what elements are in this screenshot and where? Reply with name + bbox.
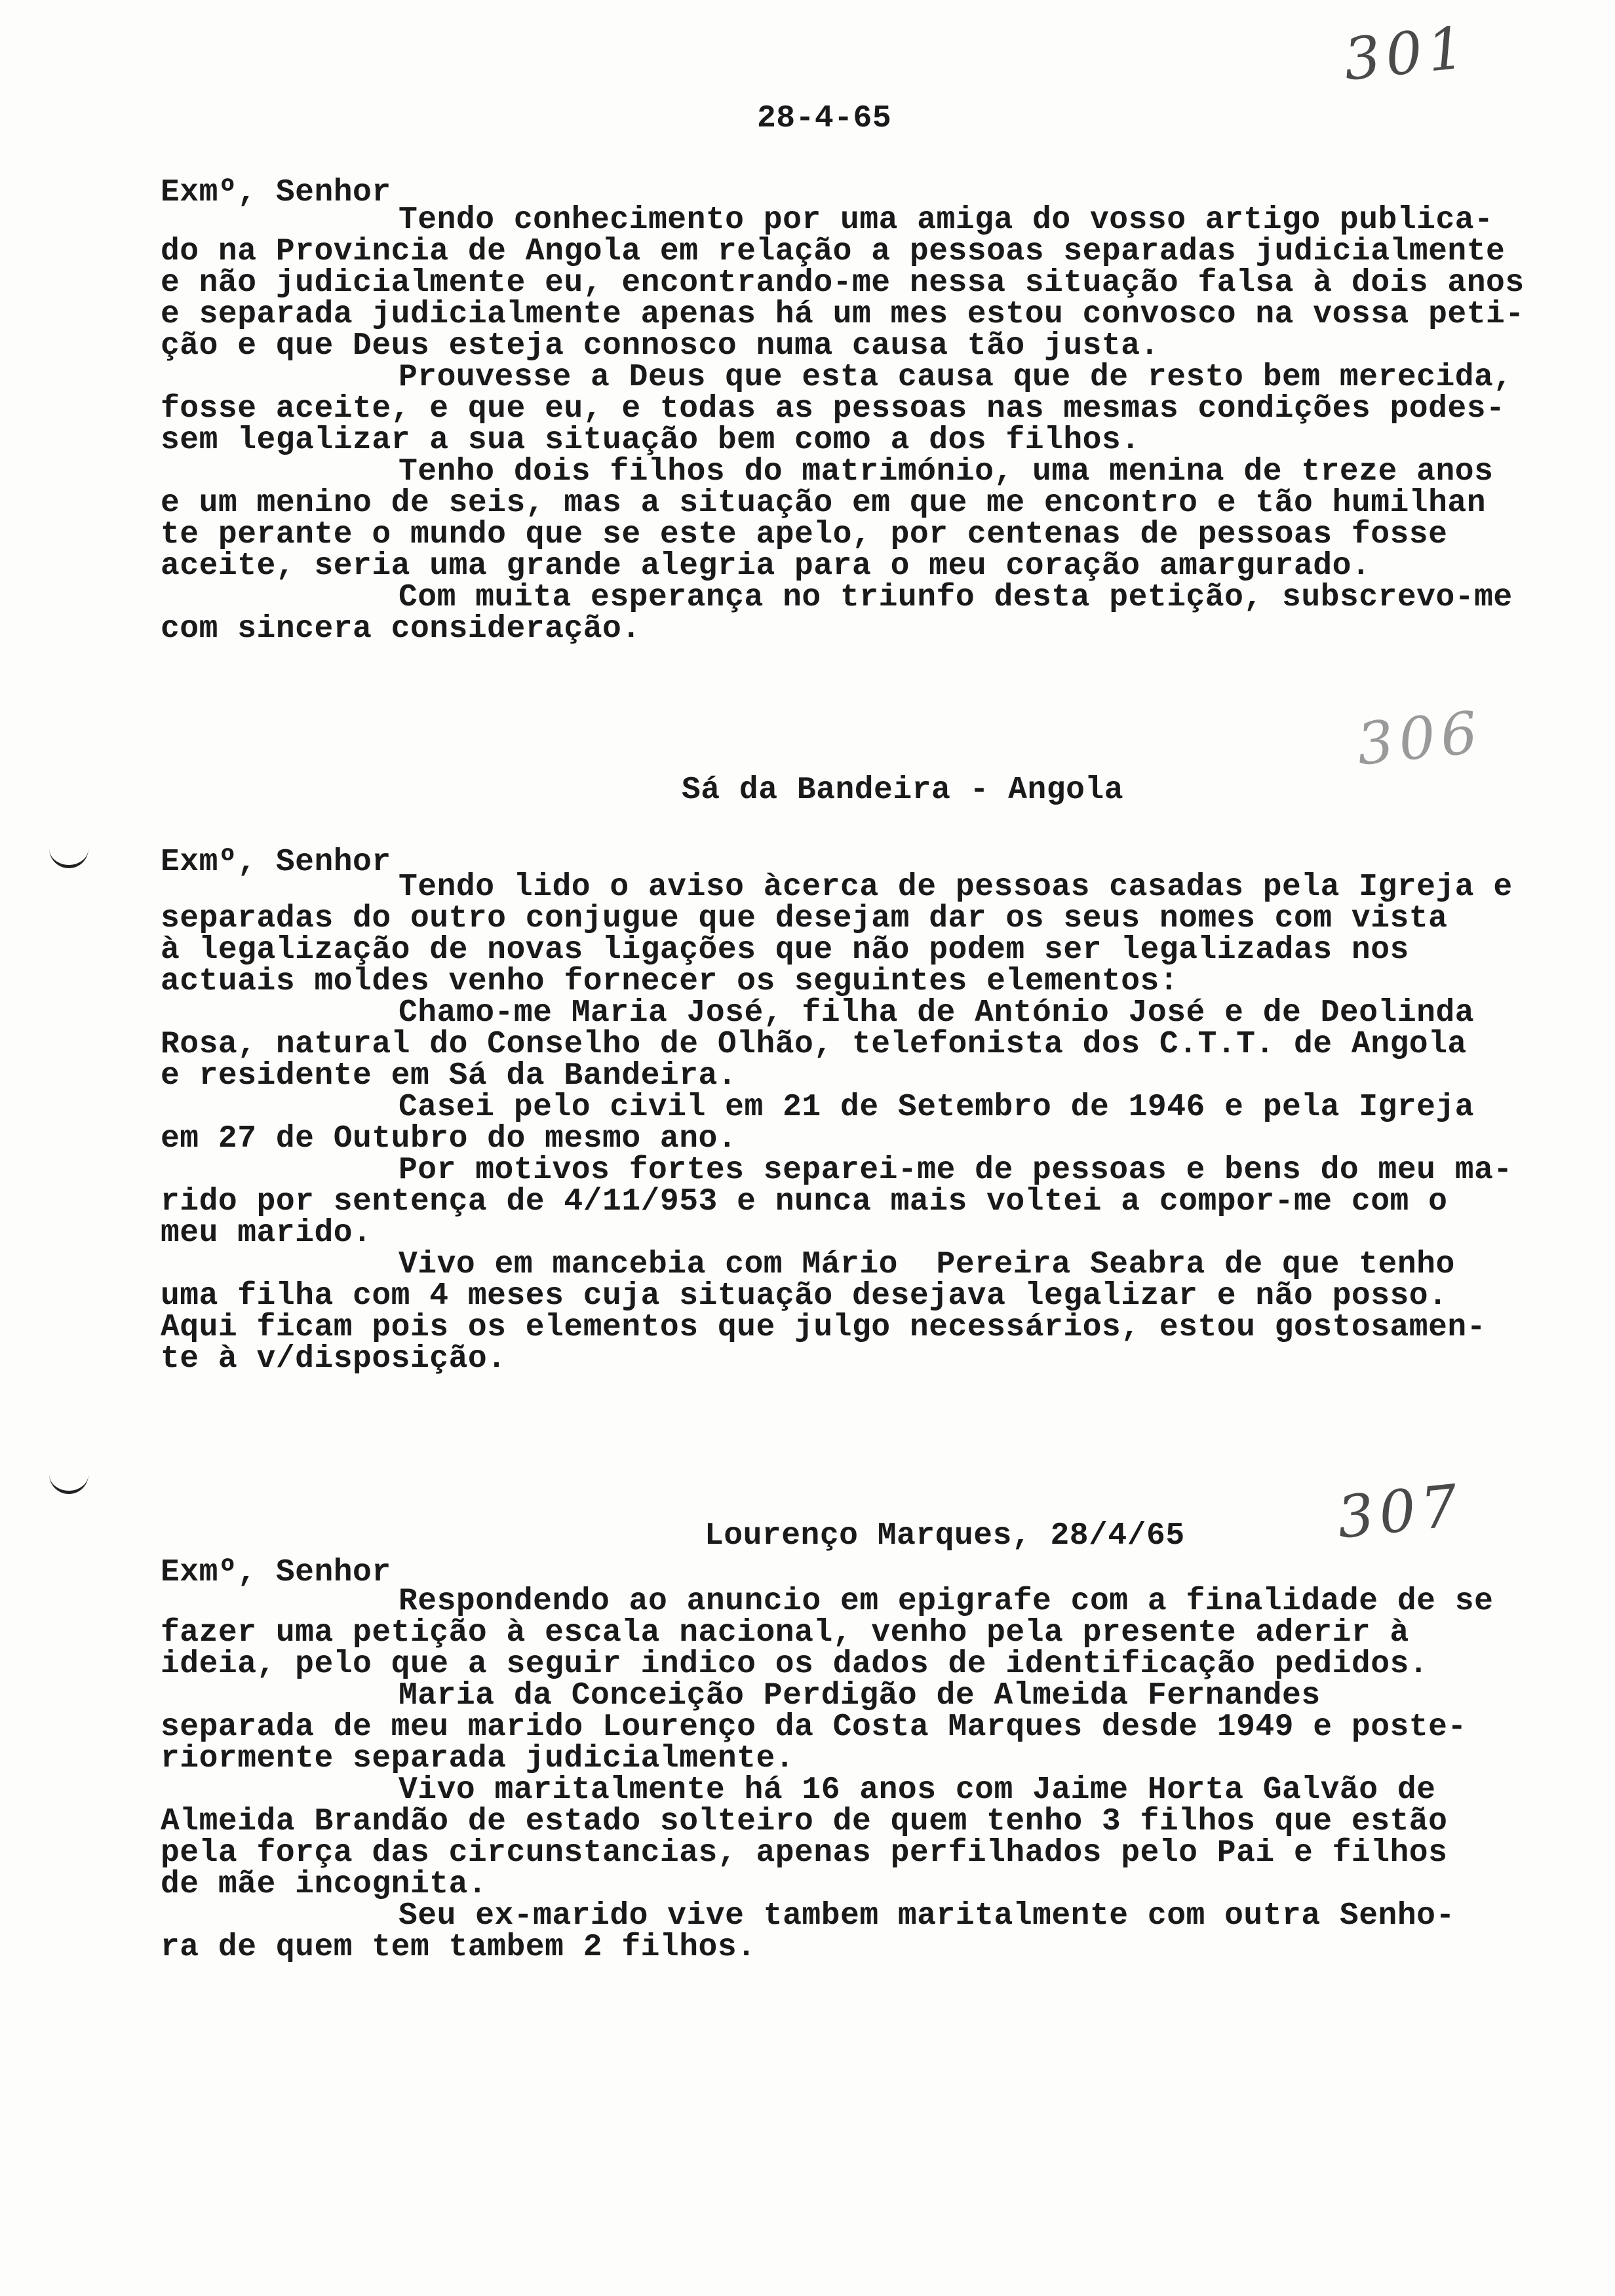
letter3-line: de mãe incognita. xyxy=(161,1867,488,1902)
letter1-date: 28-4-65 xyxy=(757,101,892,136)
letter2-line: Chamo-me Maria José, filha de António José e de Deolinda xyxy=(399,995,1475,1031)
letter2-line: Vivo em mancebia com Mário Pereira Seabra de que tenho xyxy=(399,1247,1455,1282)
letter1-line: Tenho dois filhos do matrimónio, uma menina de treze anos xyxy=(399,454,1494,489)
letter1-line: te perante o mundo que se este apelo, por centenas de pessoas fosse xyxy=(161,517,1448,552)
letter2-line: te à v/disposição. xyxy=(161,1341,507,1377)
letter1-line: sem legalizar a sua situação bem como a dos filhos. xyxy=(161,423,1140,458)
letter3-line: ra de quem tem tambem 2 filhos. xyxy=(161,1930,756,1965)
letter2-line: actuais moldes venho fornecer os seguintes elementos: xyxy=(161,964,1179,999)
handwritten-page-number: 306 xyxy=(1353,698,1486,778)
letter3-line: Vivo maritalmente há 16 anos com Jaime Horta Galvão de xyxy=(399,1772,1436,1808)
letter3-line: pela força das circunstancias, apenas perfilhados pelo Pai e filhos xyxy=(161,1835,1448,1871)
letter2-line: rido por sentença de 4/11/953 e nunca mais voltei a compor-me com o xyxy=(161,1184,1448,1219)
letter1-line: aceite, seria uma grande alegria para o meu coração amargurado. xyxy=(161,548,1371,584)
letter1-salutation: Exmº, Senhor xyxy=(161,175,391,210)
letter2-line: Tendo lido o aviso àcerca de pessoas casadas pela Igreja e xyxy=(399,870,1513,905)
letter3-line: Seu ex-marido vive tambem maritalmente com outra Senho- xyxy=(399,1898,1455,1934)
margin-mark xyxy=(49,1471,88,1494)
letter1-line: e separada judicialmente apenas há um mes estou convosco na vossa peti- xyxy=(161,297,1525,332)
letter2-line: à legalização de novas ligações que não podem ser legalizadas nos xyxy=(161,932,1409,968)
handwritten-page-number: 301 xyxy=(1340,13,1473,94)
letter1-line: com sincera consideração. xyxy=(161,611,641,647)
letter2-line: Casei pelo civil em 21 de Setembro de 1946 e pela Igreja xyxy=(399,1090,1475,1125)
letter3-line: fazer uma petição à escala nacional, venho pela presente aderir à xyxy=(161,1615,1409,1651)
letter2-line: separadas do outro conjugue que desejam dar os seus nomes com vista xyxy=(161,901,1448,936)
letter2-line: Por motivos fortes separei-me de pessoas e bens do meu ma- xyxy=(399,1153,1513,1188)
letter3-line: ideia, pelo que a seguir indico os dados de identificação pedidos. xyxy=(161,1647,1429,1682)
letter3-salutation: Exmº, Senhor xyxy=(161,1555,391,1590)
letter2-line: uma filha com 4 meses cuja situação desejava legalizar e não posso. xyxy=(161,1278,1448,1314)
letter2-place: Sá da Bandeira - Angola xyxy=(682,773,1124,808)
letter2-salutation: Exmº, Senhor xyxy=(161,845,391,880)
letter1-line: fosse aceite, e que eu, e todas as pessoas nas mesmas condições podes- xyxy=(161,391,1506,427)
letter2-line: Aqui ficam pois os elementos que julgo necessários, estou gostosamen- xyxy=(161,1310,1487,1345)
letter3-line: riormente separada judicialmente. xyxy=(161,1741,795,1776)
handwritten-page-number: 307 xyxy=(1334,1471,1466,1552)
letter3-place-date: Lourenço Marques, 28/4/65 xyxy=(705,1518,1185,1554)
letter3-line: Respondendo ao anuncio em epigrafe com a finalidade de se xyxy=(399,1584,1494,1619)
letter2-line: meu marido. xyxy=(161,1215,372,1251)
letter1-line: Tendo conhecimento por uma amiga do vosso artigo publica- xyxy=(399,202,1494,238)
letter2-line: e residente em Sá da Bandeira. xyxy=(161,1058,737,1094)
letter1-line: Prouvesse a Deus que esta causa que de resto bem merecida, xyxy=(399,360,1513,395)
letter1-line: Com muita esperança no triunfo desta petição, subscrevo-me xyxy=(399,580,1513,615)
letter1-line: ção e que Deus esteja connosco numa causa tão justa. xyxy=(161,328,1159,364)
margin-mark xyxy=(49,845,88,868)
letter1-line: do na Provincia de Angola em relação a pessoas separadas judicialmente xyxy=(161,234,1506,269)
letter1-line: e um menino de seis, mas a situação em que me encontro e tão humilhan xyxy=(161,486,1487,521)
letter3-line: Maria da Conceição Perdigão de Almeida Fernandes xyxy=(399,1678,1321,1713)
letter1-line: e não judicialmente eu, encontrando-me nessa situação falsa à dois anos xyxy=(161,265,1525,301)
letter3-line: Almeida Brandão de estado solteiro de quem tenho 3 filhos que estão xyxy=(161,1804,1448,1839)
letter2-line: Rosa, natural do Conselho de Olhão, telefonista dos C.T.T. de Angola xyxy=(161,1027,1467,1062)
letter3-line: separada de meu marido Lourenço da Costa Marques desde 1949 e poste- xyxy=(161,1710,1467,1745)
letter2-line: em 27 de Outubro do mesmo ano. xyxy=(161,1121,737,1157)
